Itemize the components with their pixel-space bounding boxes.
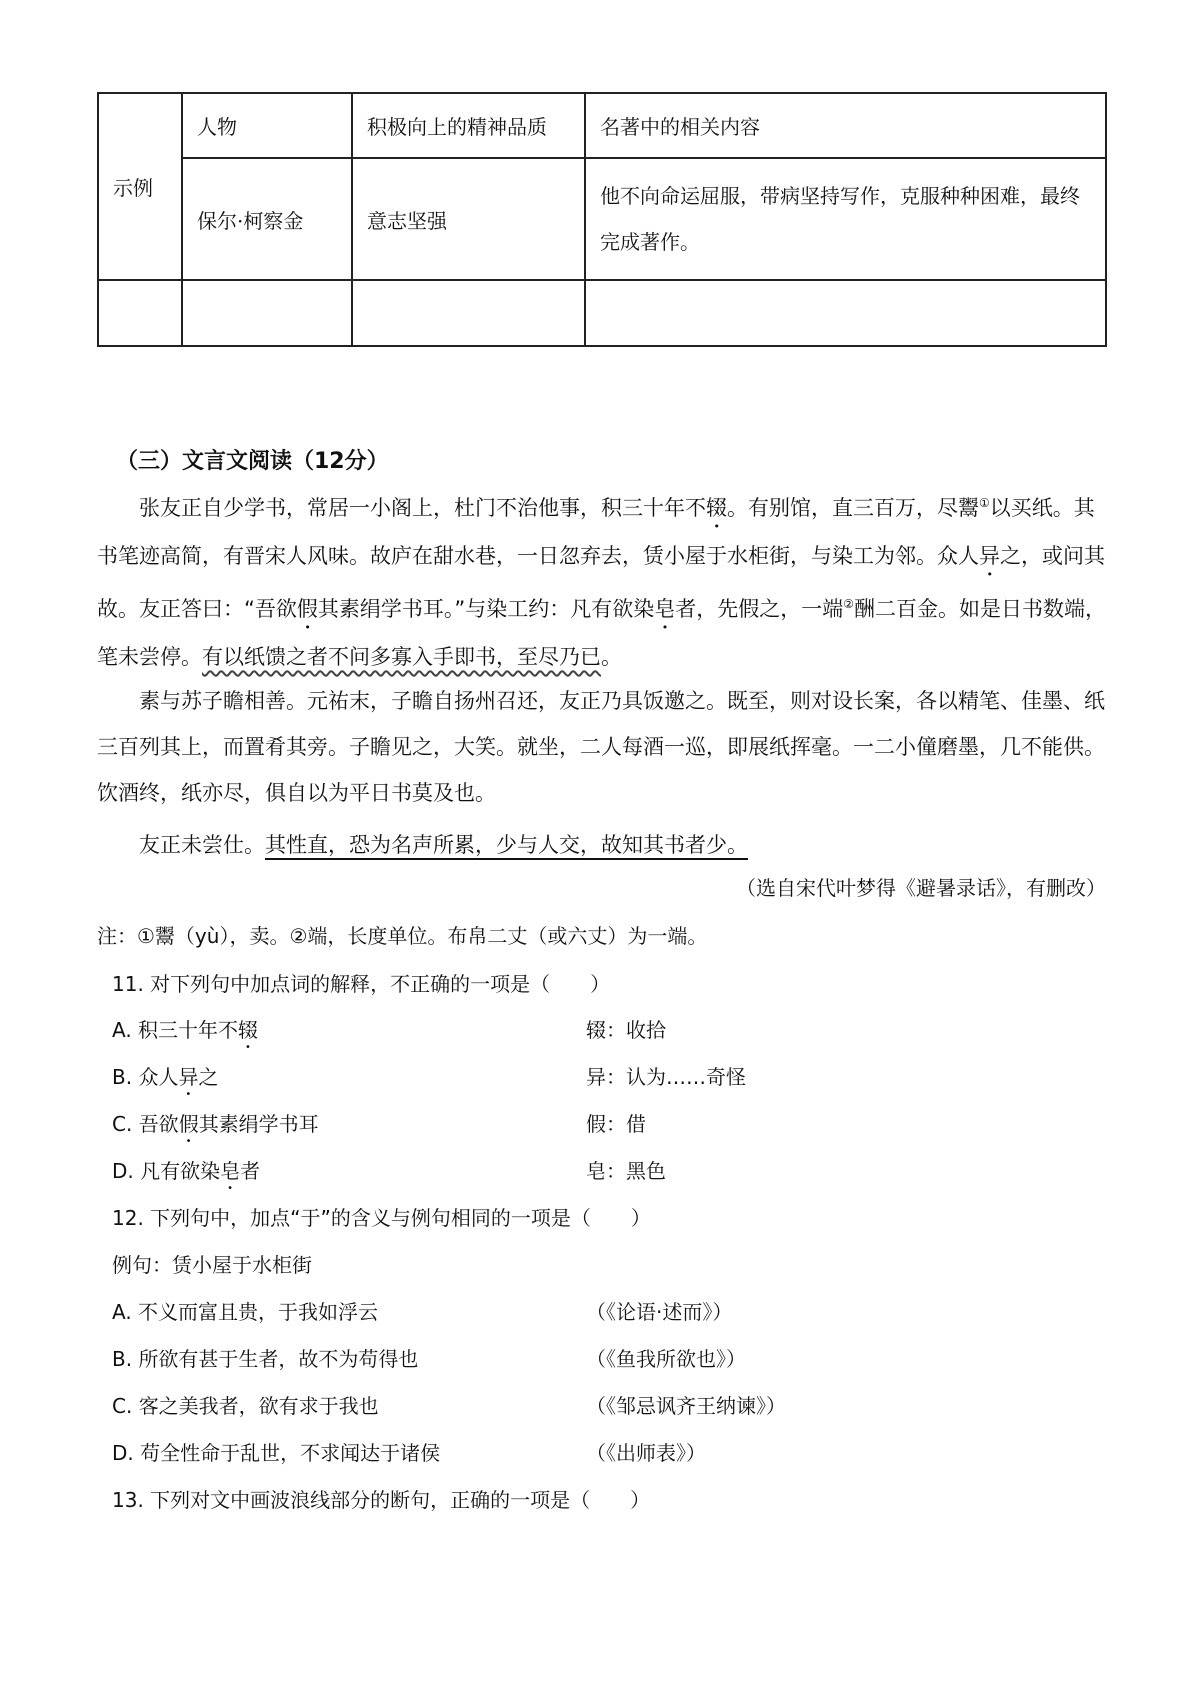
option-label: C. xyxy=(112,1112,133,1136)
blank-cell[interactable] xyxy=(352,280,585,346)
dotted-word: 假 xyxy=(178,1112,199,1136)
header-person: 人物 xyxy=(182,93,352,158)
passage-text: 酬二百金。如是日书数端，笔未尝停。 xyxy=(97,597,1107,669)
option-text: 苟全性命于乱世，不求闻达于诸侯 xyxy=(140,1441,441,1465)
dotted-word: 辍 xyxy=(238,1018,259,1042)
option-source: （《邹忌讽齐王纳谏》） xyxy=(586,1394,786,1418)
dotted-word: 皂 xyxy=(220,1159,241,1183)
q12-option-c[interactable] xyxy=(112,1390,1092,1419)
note-marker: ① xyxy=(979,496,990,510)
question-12-stem: 12. 下列句中，加点“于”的含义与例句相同的一项是（ ） xyxy=(112,1206,651,1230)
question-11-stem: 11. 对下列句中加点词的解释，不正确的一项是（ ） xyxy=(112,972,611,996)
q11-option-d[interactable] xyxy=(112,1155,1092,1194)
reading-table xyxy=(97,92,1107,347)
option-source: （《鱼我所欲也》） xyxy=(586,1347,746,1371)
option-label: A. xyxy=(112,1300,132,1324)
passage-paragraph-3 xyxy=(97,822,1107,868)
underlined-sentence: 其性直，恐为名声所累，少与人交，故知其书者少。 xyxy=(265,833,748,857)
blank-cell[interactable] xyxy=(585,280,1106,346)
option-text: 其素绢学书耳 xyxy=(198,1112,319,1136)
option-source: （《出师表》） xyxy=(586,1441,706,1465)
option-label: D. xyxy=(112,1441,134,1465)
q11-option-a[interactable] xyxy=(112,1014,1092,1053)
passage-text: 。有别馆，直三百万，尽鬻 xyxy=(727,496,979,520)
dotted-word: 异 xyxy=(178,1065,199,1089)
passage-text: 之，或问其故。友正答曰：“吾欲 xyxy=(97,544,1105,621)
question-12-example: 例句：赁小屋于水柜街 xyxy=(112,1253,312,1277)
dotted-word: 辍 xyxy=(706,496,727,520)
passage-text: 张友正自少学书，常居一小阁上，杜门不治他事，积三十年不 xyxy=(139,496,706,520)
option-text: 所欲有甚于生者，故不为苟得也 xyxy=(138,1347,419,1371)
example-person: 保尔·柯察金 xyxy=(182,158,352,280)
option-text: 众人 xyxy=(138,1065,179,1089)
passage-paragraph-2: 素与苏子瞻相善。元祐末，子瞻自扬州召还，友正乃具饭邀之。既至，则对设长案，各以精笔、佳墨、纸三百列其上，而置肴其旁。子瞻见之，大笑。就坐，二人每酒一巡，即展纸挥毫。一二小僮磨墨，几不能供。饮酒终，纸亦尽，俱自以为平日书莫及也。 xyxy=(97,689,1105,805)
passage-text: 其素绢学书耳。”与染工约：凡有欲染 xyxy=(317,597,655,621)
option-label: B. xyxy=(112,1065,133,1089)
q12-option-d[interactable] xyxy=(112,1437,1092,1466)
note-marker: ② xyxy=(843,597,855,611)
dotted-word: 异 xyxy=(979,544,1000,568)
option-label: D. xyxy=(112,1159,134,1183)
header-quality: 积极向上的精神品质 xyxy=(352,93,585,158)
q11-option-b[interactable] xyxy=(112,1061,1092,1100)
option-source: （《论语·述而》） xyxy=(586,1300,733,1324)
blank-cell[interactable] xyxy=(182,280,352,346)
q11-option-c[interactable] xyxy=(112,1108,1092,1147)
section-title: （三）文言文阅读（12分） xyxy=(116,449,389,474)
option-text: 者 xyxy=(240,1159,261,1183)
dotted-word: 假 xyxy=(296,597,318,621)
option-explanation: 皂：黑色 xyxy=(586,1159,666,1183)
table-header-row xyxy=(98,93,1106,158)
q12-option-a[interactable] xyxy=(112,1296,1092,1325)
passage-text: 。 xyxy=(601,645,622,669)
table-blank-row xyxy=(98,280,1106,346)
option-text: 凡有欲染 xyxy=(140,1159,221,1183)
option-explanation: 假：借 xyxy=(586,1112,646,1136)
option-label: A. xyxy=(112,1018,132,1042)
example-quality: 意志坚强 xyxy=(352,158,585,280)
question-13-stem: 13. 下列对文中画波浪线部分的断句，正确的一项是（ ） xyxy=(112,1488,651,1512)
q12-option-b[interactable] xyxy=(112,1343,1092,1372)
option-text: 吾欲 xyxy=(138,1112,179,1136)
dotted-word: 皂 xyxy=(654,597,676,621)
header-content: 名著中的相关内容 xyxy=(585,93,1106,158)
passage-paragraph-1 xyxy=(97,480,1107,680)
table-example-row xyxy=(98,158,1106,280)
passage-text: 以买纸。其书笔迹高简，有晋宋人风味。故庐在甜水巷，一日忽弃去，赁小屋于水柜街，与染工为邻。众人 xyxy=(97,496,1095,568)
option-label: B. xyxy=(112,1347,133,1371)
option-label: C. xyxy=(112,1394,133,1418)
option-text: 之 xyxy=(198,1065,219,1089)
blank-cell[interactable] xyxy=(98,280,182,346)
passage-text: 友正未尝仕。 xyxy=(139,833,265,857)
option-explanation: 异：认为……奇怪 xyxy=(586,1065,746,1089)
option-text: 客之美我者，欲有求于我也 xyxy=(138,1394,379,1418)
option-text: 不义而富且贵，于我如浮云 xyxy=(138,1300,379,1324)
option-explanation: 辍：收拾 xyxy=(586,1018,666,1042)
passage-source: （选自宋代叶梦得《避暑录话》，有删改） xyxy=(736,876,1106,900)
passage-notes: 注：①鬻（yù），卖。②端，长度单位。布帛二丈（或六丈）为一端。 xyxy=(97,924,708,948)
option-text: 积三十年不 xyxy=(138,1018,239,1042)
example-label: 示例 xyxy=(98,93,182,280)
wavy-underlined-sentence: 有以纸馈之者不问多寡入手即书，至尽乃已 xyxy=(202,645,601,669)
example-content: 他不向命运屈服，带病坚持写作，克服种种困难，最终完成著作。 xyxy=(585,158,1106,280)
passage-text: 者，先假之，一端 xyxy=(675,597,844,621)
